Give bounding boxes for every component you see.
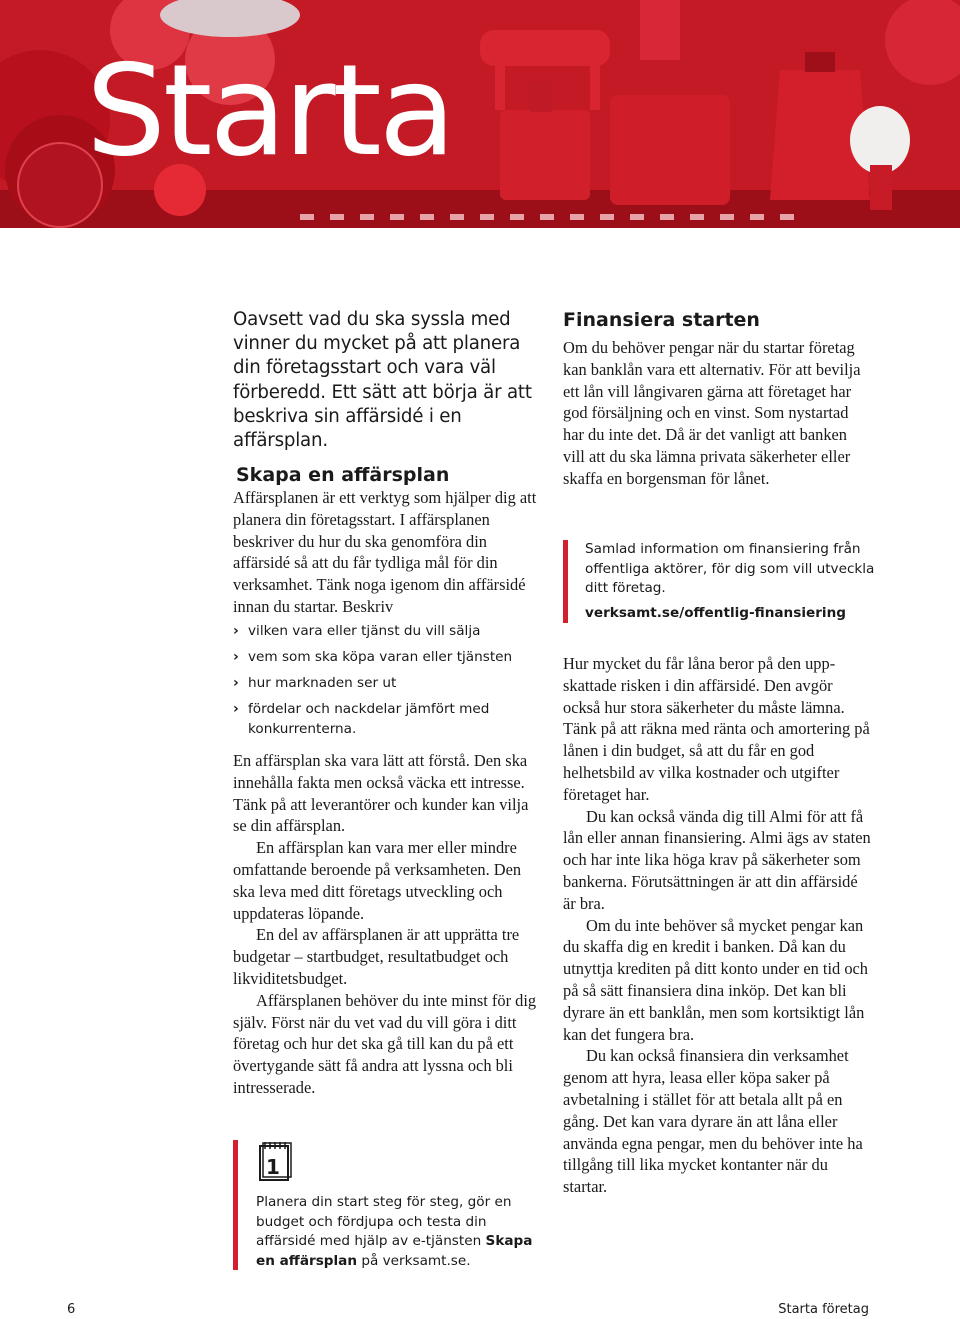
calendar-icon <box>256 1140 292 1184</box>
list-item: › fördelar och nackdelar jämfört med konkurrenterna. <box>233 701 490 737</box>
offentlig-finansiering-link[interactable]: verksamt.se/offentlig-finansiering <box>585 604 846 621</box>
running-footer-title: Starta företag <box>778 1302 869 1317</box>
affarsplan-body: Affärsplanen är ett verktyg som hjälper dig att planera din företagsstart. I affärsplanen beskriver du hur du ska genomföra din affärsidé så att du får tydliga mål för din verksamhet. Tänk noga igenom din affärsidé innan du startar. Beskriv <box>233 488 537 616</box>
chevron-right-icon: › <box>233 623 239 639</box>
intro-paragraph: Oavsett vad du ska syssla med vinner du mycket på att planera din företagsstart och vara väl förberedd. Ett sätt att börja är att beskriva sin affärsidé i en affärsplan. <box>233 309 532 452</box>
list-item: › vem som ska köpa varan eller tjänsten <box>233 648 553 668</box>
paragraph: Du kan också vända dig till Almi för att få lån eller annan finansiering. Almi ägs av staten och har inte lika höga krav på säkerheter som bankerna. Förutsättningen är att din affärsidé är bra. <box>563 806 871 913</box>
finansiera-intro-text <box>563 337 871 490</box>
paragraph: En affärsplan kan vara mer eller mindre omfattande beroende på verksamheten. Den ska leva med ditt företags utveckling och uppdateras löpande. <box>233 838 522 923</box>
paragraph: En affärsplan ska vara lätt att förstå. Den ska innehålla fakta men också väcka ett intresse. Tänk på att leverantörer och kunder kan vilja se din affärsplan. <box>233 751 529 836</box>
finansiera-body: Om du behöver pengar när du startar företag kan banklån vara ett alternativ. För att bevilja ett lån vill långivaren gärna att företaget har god försäljning och en vinst. Som nystartad har du inte det. Då är det vanligt att banken vill att du ska lämna privata säkerheter eller skaffa en borgensman för lånet. <box>563 338 861 488</box>
callout-text: Samlad information om finansiering från offentliga aktörer, för dig som vill utveckla ditt företag. <box>585 541 875 597</box>
affarsplan-paragraphs <box>233 750 543 1099</box>
tip-text: Planera din start steg för steg, gör en budget och fördjupa och testa din affärsidé med hjälp av e-tjänsten Skapa en affärsplan på verksamt.se. <box>256 1194 533 1269</box>
list-item: › vilken vara eller tjänst du vill sälja <box>233 622 553 642</box>
skapa-affarsplan-link[interactable]: Skapa en affärsplan <box>256 1233 533 1269</box>
chevron-right-icon: › <box>233 701 239 717</box>
paragraph: En del av affärsplanen är att upprätta tre budgetar – startbudget, resultatbudget och likviditetsbudget. <box>233 925 520 988</box>
chevron-right-icon: › <box>233 649 239 665</box>
paragraph: Affärsplanen behöver du inte minst för dig själv. Först när du vet vad du vill göra i ditt företag och hur det ska gå till kan du på ett övertygande sätt få andra att lyssna och bli intresserade. <box>233 990 537 1097</box>
section-heading-affarsplan: Skapa en affärsplan <box>236 464 450 486</box>
chevron-right-icon: › <box>233 675 239 691</box>
page-number: 6 <box>67 1302 76 1317</box>
financing-callout <box>563 540 885 623</box>
list-item: › hur marknaden ser ut <box>233 674 553 694</box>
paragraph: Om du inte behöver så mycket pengar kan du skaffa dig en kredit i banken. Då kan du utnyttja krediten på ditt konto under en tid och på så sätt finansiera dina inköp. Det kan bli dyrare än ett banklån, men som kortsiktigt lån kan det fungera bra. <box>563 915 868 1044</box>
section-heading-finansiera: Finansiera starten <box>563 309 760 331</box>
describe-list <box>233 622 553 746</box>
finansiera-paragraphs <box>563 653 873 1198</box>
paragraph: Hur mycket du får låna beror på den uppskattade risken i din affärsidé. Den avgör också hur stora säkerheter du måste lämna. Tänk på att räkna med ränta och amortering på lånen i din budget, så att du får en god helhetsbild av vilka kostnader och utgifter företaget har. <box>563 654 870 804</box>
affarsplan-intro-text <box>233 487 545 618</box>
header-banner <box>0 0 960 228</box>
step-number: 1 <box>266 1155 280 1179</box>
page-title: Starta <box>86 37 454 184</box>
paragraph: Du kan också finansiera din verksamhet genom att hyra, leasa eller köpa saker på avbetalning i stället för att betala allt på en gång. Det kan vara dyrare än att låna eller använda egna pengar, men du behöver inte ha tillgång till lika mycket kontanter när du startar. <box>563 1046 863 1197</box>
